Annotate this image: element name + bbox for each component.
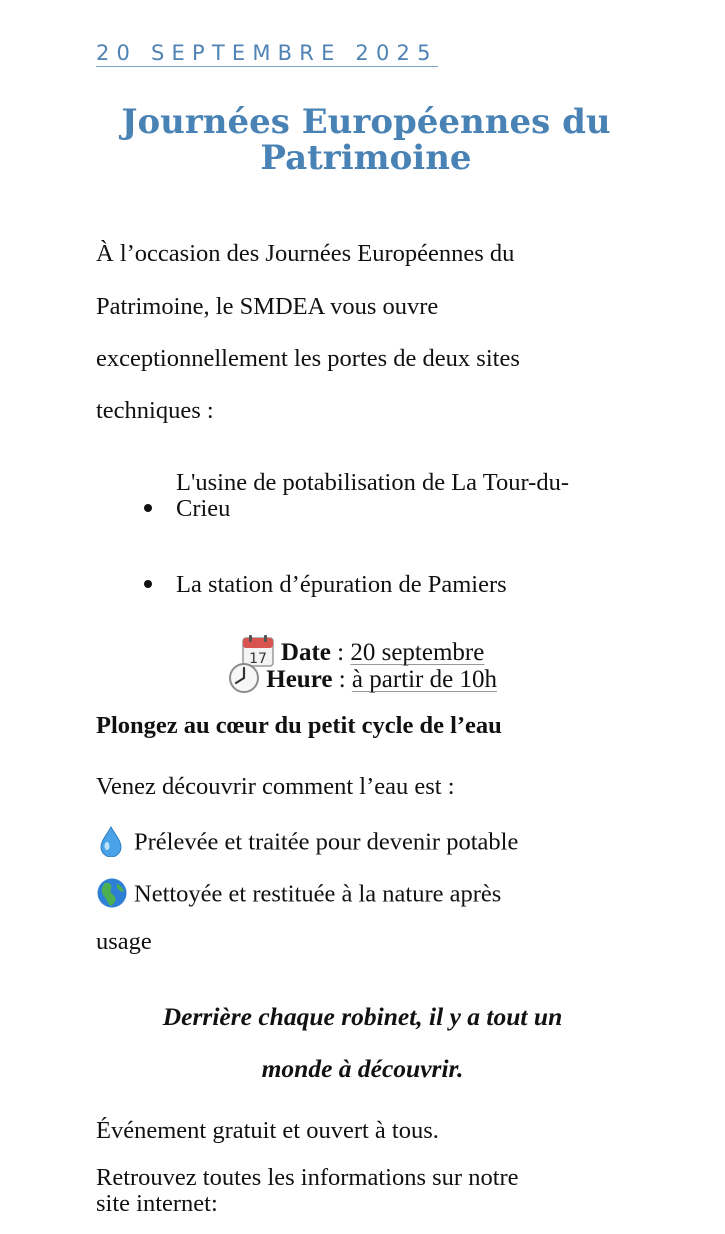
clock-icon [228, 662, 260, 701]
time-label: Heure [266, 666, 333, 694]
section-lead: Venez découvrir comment l’eau est : [96, 773, 455, 800]
intro-line-1: À l’occasion des Journées Européennes du [96, 240, 515, 267]
date-value-link[interactable]: 20 septembre [350, 639, 485, 667]
page-title-line-1: Journées Européennes du [121, 102, 611, 142]
cycle-item-2-line-1: Nettoyée et restituée à la nature après [134, 880, 502, 908]
page-title [60, 104, 672, 176]
date-header-link[interactable]: 20 SEPTEMBRE 2025 [96, 41, 438, 65]
cycle-item-2-line-2: usage [96, 928, 152, 955]
droplet-icon [96, 825, 126, 863]
cycle-item-1-text: Prélevée et traitée pour devenir potable [134, 828, 519, 856]
free-event-text: Événement gratuit et ouvert à tous. [96, 1117, 439, 1144]
globe-icon [96, 877, 128, 915]
site-item-1-line-2: Crieu [176, 495, 231, 522]
list-bullet [144, 504, 152, 512]
page-title-line-2: Patrimoine [260, 138, 472, 178]
site-item-1-line-1: L'usine de potabilisation de La Tour-du- [176, 469, 569, 496]
intro-line-2: Patrimoine, le SMDEA vous ouvre [96, 293, 439, 320]
section-heading: Plongez au cœur du petit cycle de l’eau [96, 712, 502, 739]
svg-text:17: 17 [248, 651, 267, 667]
event-time-line [0, 662, 725, 701]
time-value-link[interactable]: à partir de 10h [351, 666, 497, 694]
more-info-line-2: site internet: [96, 1190, 218, 1217]
quote-line-1: Derrière chaque robinet, il y a tout un [162, 1002, 563, 1031]
intro-line-4: techniques : [96, 397, 214, 424]
list-bullet [144, 580, 152, 588]
cycle-item-2 [96, 877, 501, 915]
intro-line-3: exceptionnellement les portes de deux sites [96, 345, 520, 372]
cycle-item-1 [96, 825, 518, 863]
site-item-2: La station d’épuration de Pamiers [176, 571, 507, 598]
date-separator: : [330, 639, 351, 667]
date-label: Date [280, 639, 331, 667]
more-info-line-1: Retrouvez toutes les informations sur notre [96, 1164, 519, 1191]
quote-line-2: monde à découvrir. [261, 1054, 464, 1083]
time-separator: : [332, 666, 352, 694]
